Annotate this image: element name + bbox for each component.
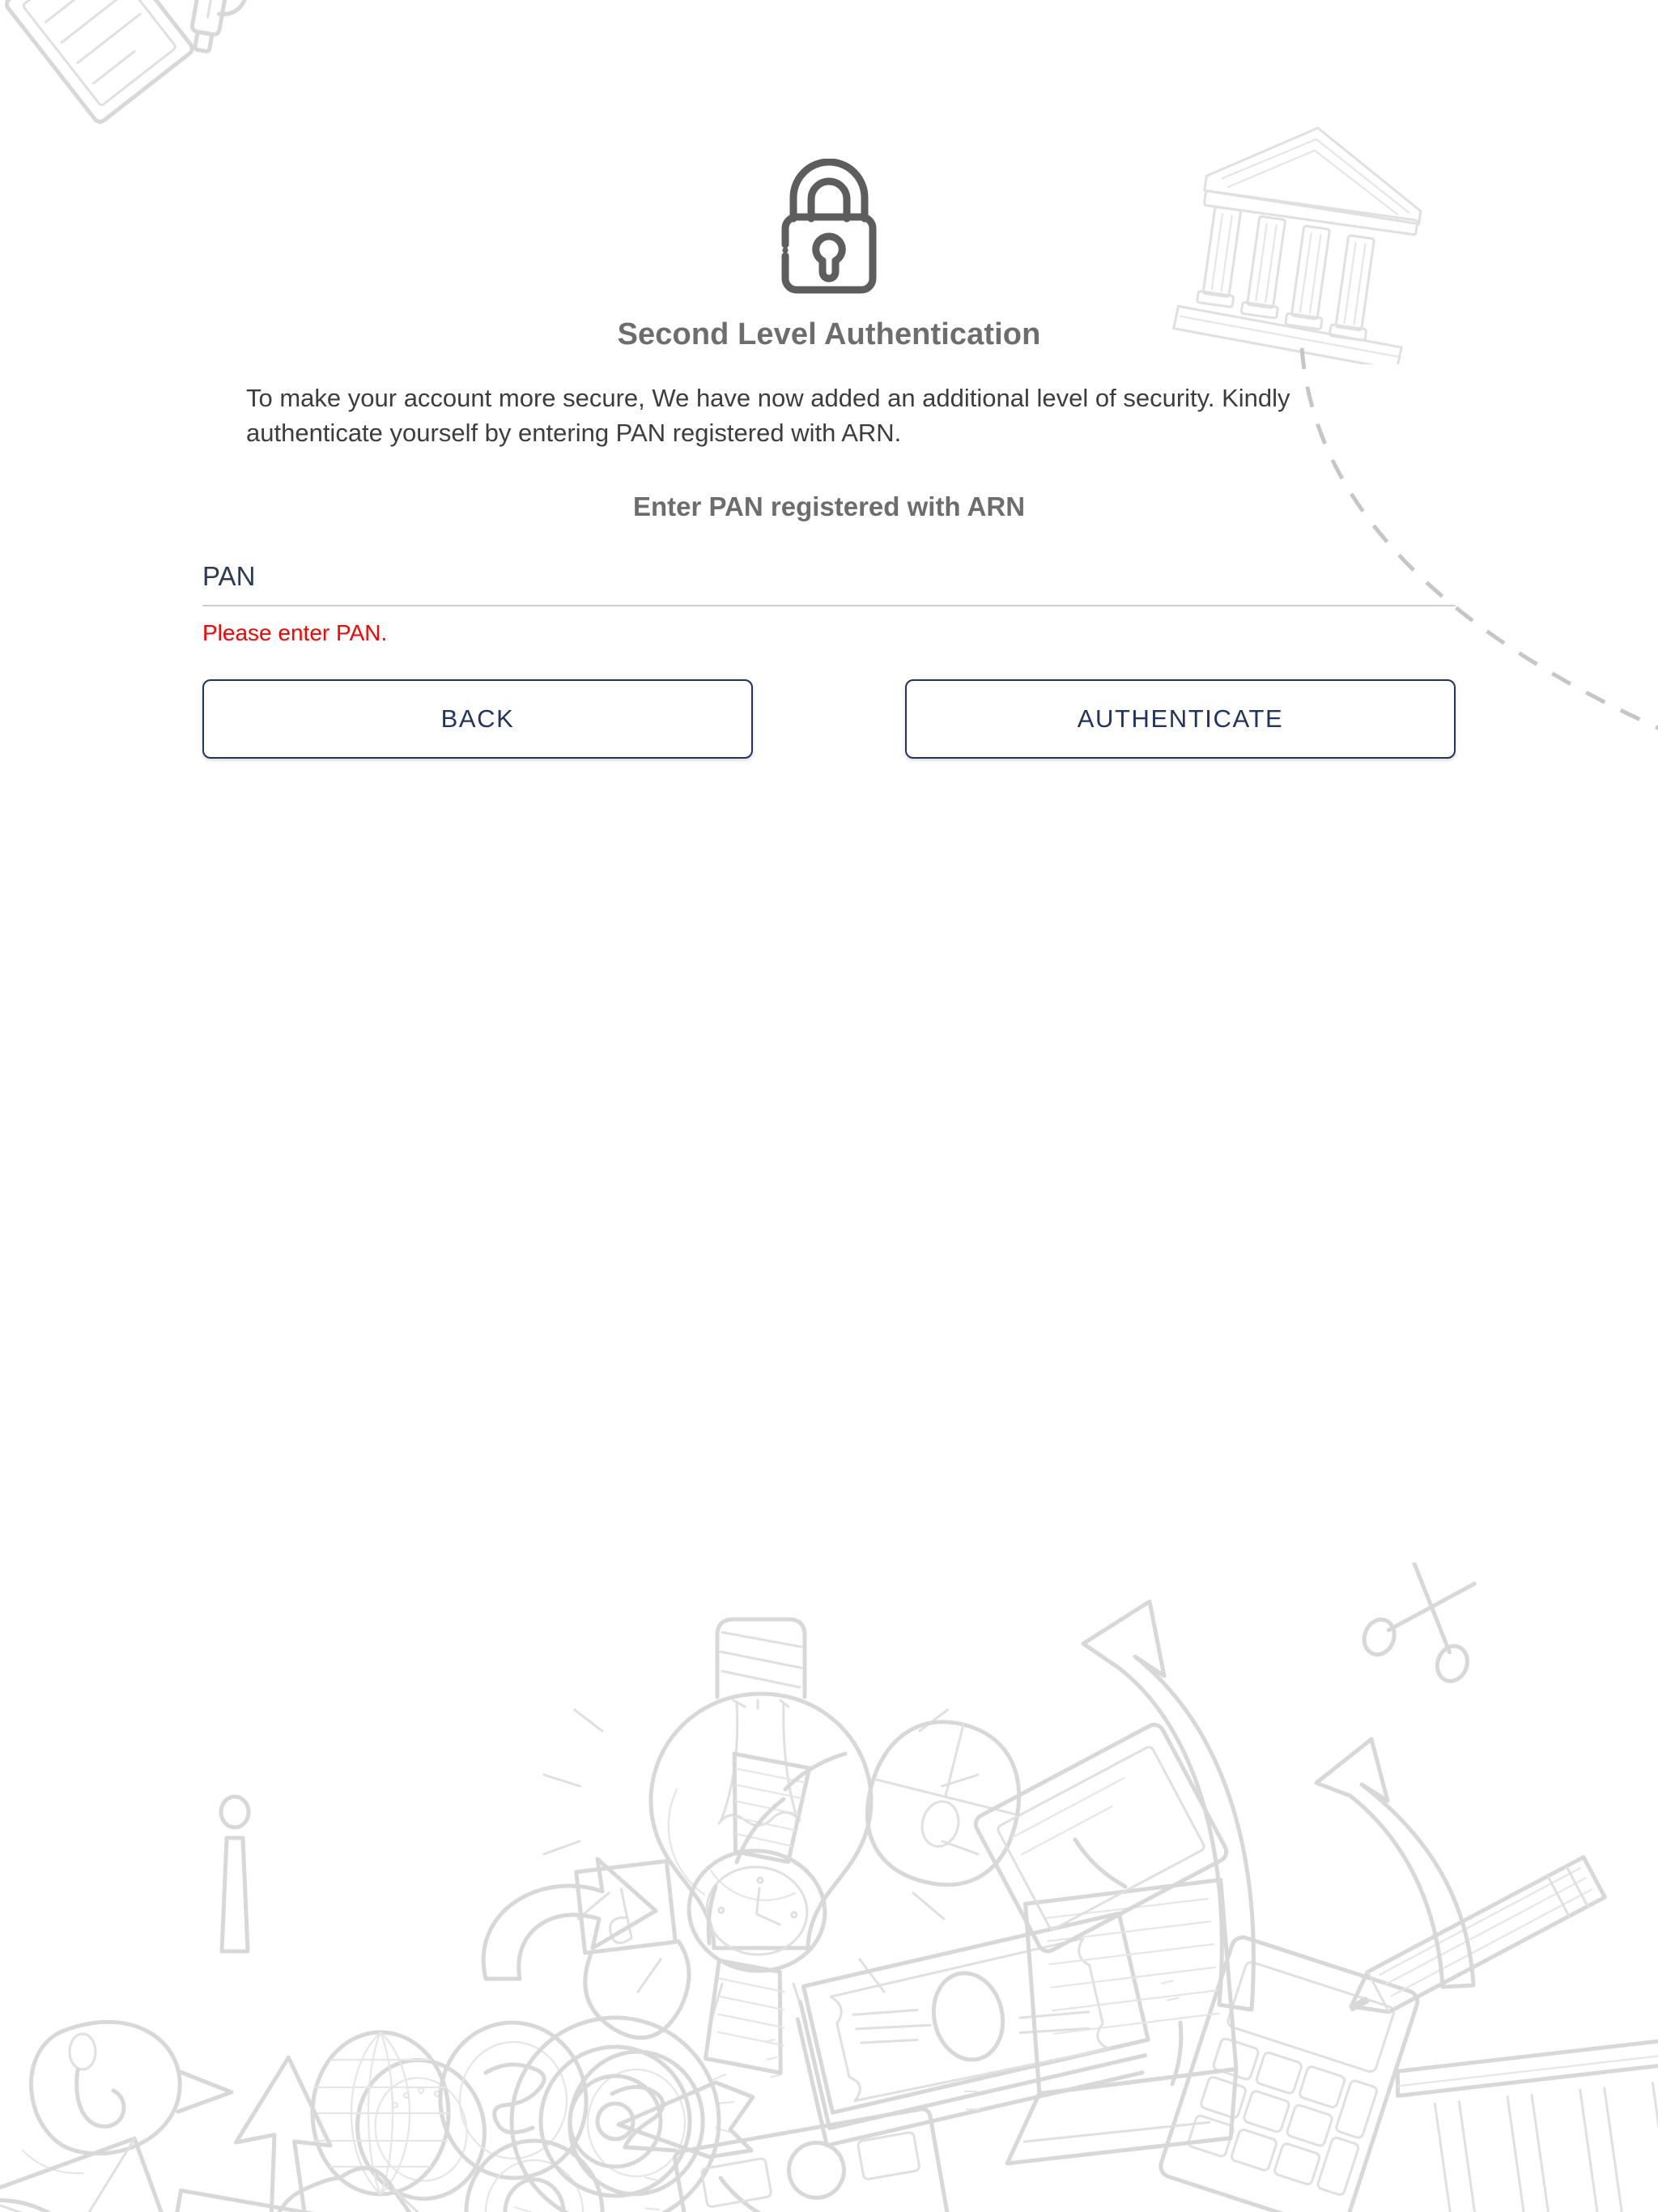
pan-form xyxy=(125,522,1533,759)
arrow-up-doodle xyxy=(231,2055,342,2212)
scissors-doodle xyxy=(1359,1563,1494,1686)
small-padlock-doodle xyxy=(561,1853,701,2048)
mouse-doodle xyxy=(852,1707,1035,1900)
hand-doodle xyxy=(272,2168,461,2212)
globe-doodle xyxy=(312,2032,449,2194)
curved-arrow-doodle-1 xyxy=(483,1859,656,1979)
authenticate-button[interactable]: AUTHENTICATE xyxy=(905,679,1456,759)
page-title: Second Level Authentication xyxy=(617,317,1041,351)
section-title: Enter PAN registered with ARN xyxy=(632,491,1026,521)
pan-field xyxy=(202,558,1456,606)
intro-paragraph: To make your account more secure, We have now added an additional level of security. Kindly authenticate yourself by entering PAN registered with ARN. xyxy=(246,384,1290,447)
lock-icon xyxy=(767,159,891,295)
curved-arrow-doodle-2 xyxy=(1083,1602,1253,2010)
auth-page-content xyxy=(125,0,1533,759)
coins-doodle xyxy=(343,2015,733,2212)
lock-icon-wrapper xyxy=(125,159,1533,295)
tablet-doodle xyxy=(972,1721,1230,1955)
lightbulb-doodle xyxy=(544,1619,978,2023)
form-button-row xyxy=(202,679,1456,759)
pan-error-message: Please enter PAN. xyxy=(202,619,388,645)
back-button[interactable]: BACK xyxy=(202,679,753,759)
calculator-doodle xyxy=(1158,1934,1420,2212)
arc-doodle xyxy=(708,1754,1181,2212)
pan-input[interactable] xyxy=(202,558,1456,606)
bird-doodle xyxy=(23,2022,232,2173)
envelope-doodle xyxy=(0,2138,173,2212)
exclamation-doodle xyxy=(221,1797,249,1951)
curved-arrow-doodle-3 xyxy=(1316,1739,1473,1987)
target-doodle xyxy=(512,2018,753,2212)
keyboard-doodle xyxy=(637,2108,950,2212)
receipt-doodle xyxy=(155,2190,325,2212)
pencil-doodle xyxy=(1341,1857,1605,2027)
banknotes-doodle xyxy=(753,1905,1192,2155)
bottom-doodle-band xyxy=(0,1563,1658,2212)
laptop-doodle xyxy=(916,1850,1290,2206)
bank-pillars-doodle xyxy=(1394,2027,1658,2212)
wristwatch-doodle xyxy=(673,1750,840,2075)
triangle-doodle xyxy=(0,2200,178,2212)
